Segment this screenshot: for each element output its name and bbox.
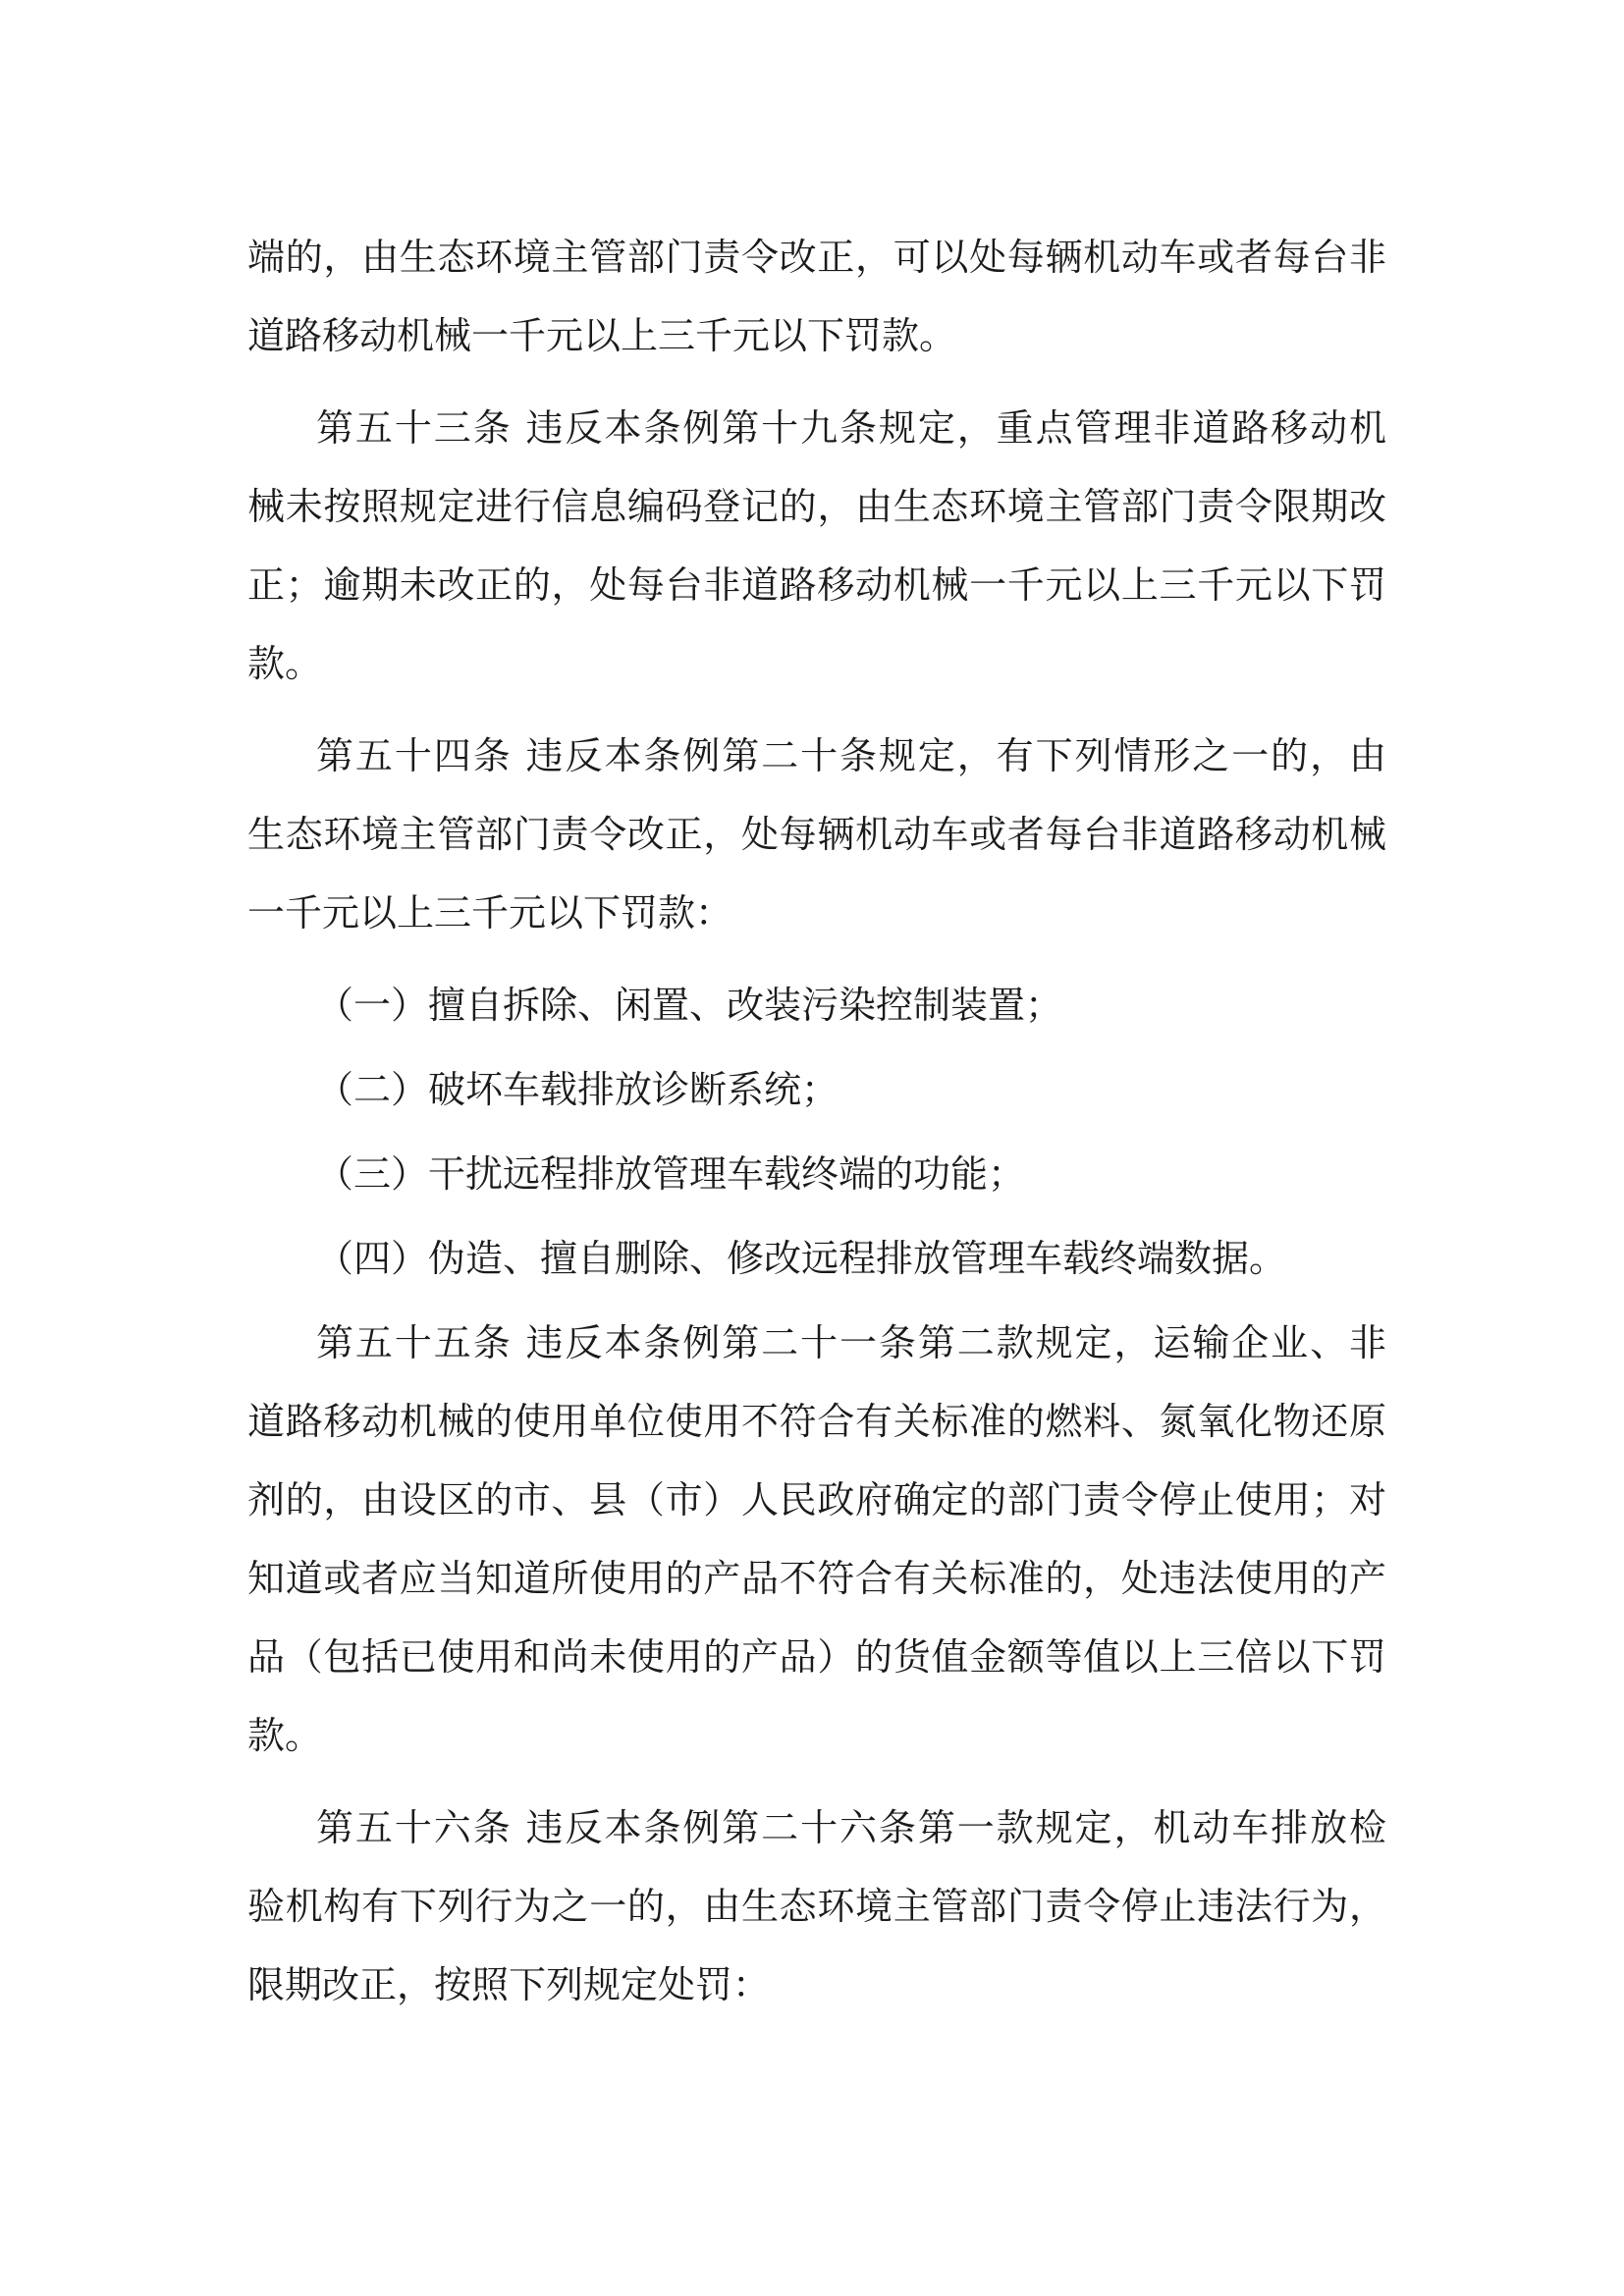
text-line: 道路移动机械一千元以上三千元以下罚款。 — [247, 314, 957, 357]
text-line: 第五十四条 违反本条例第二十条规定，有下列情形之一的，由 — [316, 734, 1386, 777]
text-line: 端的，由生态环境主管部门责令改正，可以处每辆机动车或者每台非 — [247, 236, 1386, 279]
text-line: 限期改正，按照下列规定处罚： — [247, 1963, 771, 2006]
article-54 — [247, 717, 1386, 952]
article-56 — [247, 1789, 1386, 2024]
text-line: 生态环境主管部门责令改正，处每辆机动车或者每台非道路移动机械 — [247, 813, 1386, 856]
text-line: 第五十六条 违反本条例第二十六条第一款规定，机动车排放检 — [316, 1806, 1386, 1849]
text-line: 道路移动机械的使用单位使用不符合有关标准的燃料、氮氧化物还原 — [247, 1400, 1386, 1443]
list-item: （一）擅自拆除、闲置、改装污染控制装置； — [316, 984, 1063, 1027]
text-line: 款。 — [247, 642, 323, 685]
article-55 — [247, 1304, 1386, 1775]
text-line: 正；逾期未改正的，处每台非道路移动机械一千元以上三千元以下罚 — [247, 563, 1386, 607]
text-line: 械未按照规定进行信息编码登记的，由生态环境主管部门责令限期改 — [247, 485, 1386, 528]
list-item: （二）破坏车载排放诊断系统； — [316, 1068, 839, 1111]
list-item: （三）干扰远程排放管理车载终端的功能； — [316, 1152, 1026, 1196]
text-line: 剂的，由设区的市、县（市）人民政府确定的部门责令停止使用；对 — [247, 1478, 1386, 1522]
text-line: 第五十五条 违反本条例第二十一条第二款规定，运输企业、非 — [316, 1321, 1386, 1364]
document-page — [247, 218, 1386, 2024]
text-line: 知道或者应当知道所使用的产品不符合有关标准的，处违法使用的产 — [247, 1557, 1386, 1600]
text-line: 验机构有下列行为之一的，由生态环境主管部门责令停止违法行为， — [247, 1885, 1386, 1928]
text-line: 款。 — [247, 1714, 323, 1757]
list-item: （四）伪造、擅自删除、修改远程排放管理车载终端数据。 — [316, 1237, 1287, 1280]
article-53 — [247, 389, 1386, 703]
text-line: 品（包括已使用和尚未使用的产品）的货值金额等值以上三倍以下罚 — [247, 1635, 1386, 1679]
paragraph-continuation — [247, 218, 1386, 375]
text-line: 第五十三条 违反本条例第十九条规定，重点管理非道路移动机 — [316, 406, 1386, 450]
article-54-items — [247, 966, 1386, 1298]
text-line: 一千元以上三千元以下罚款： — [247, 891, 733, 934]
